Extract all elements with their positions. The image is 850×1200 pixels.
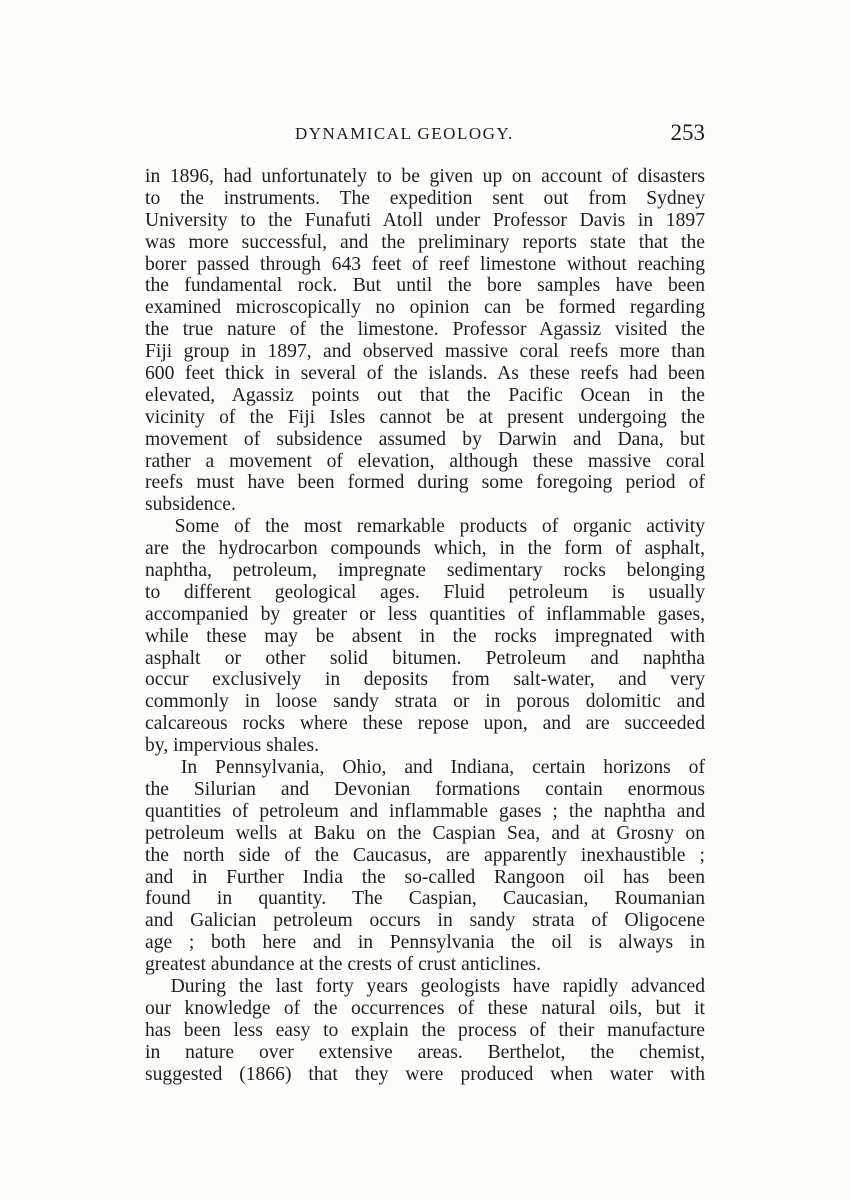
- text-line: commonly in loose sandy strata or in porous dolomitic and: [145, 691, 705, 713]
- text-line: subsidence.: [145, 494, 236, 516]
- text-line: and in Further India the so-called Rangoon oil has been: [145, 866, 705, 888]
- text-line: quantities of petroleum and inflammable gases ; the naphtha and: [145, 800, 705, 822]
- text-line: the north side of the Caucasus, are apparently inexhaustible ;: [145, 844, 705, 866]
- text-line: University to the Funafuti Atoll under Professor Davis in 1897: [145, 209, 705, 231]
- text-line: vicinity of the Fiji Isles cannot be at present undergoing the: [145, 406, 705, 428]
- text-line: accompanied by greater or less quantities of inflammable gases,: [145, 603, 705, 625]
- text-line: the true nature of the limestone. Professor Agassiz visited the: [145, 319, 705, 341]
- text-line: by, impervious shales.: [145, 735, 319, 757]
- text-line: greatest abundance at the crests of crust anticlines.: [145, 954, 542, 976]
- text-line: found in quantity. The Caspian, Caucasian, Roumanian: [145, 888, 705, 910]
- text-line: borer passed through 643 feet of reef limestone without reaching: [145, 253, 705, 275]
- running-head: [145, 120, 705, 150]
- body-text: [145, 166, 705, 1085]
- text-line: In Pennsylvania, Ohio, and Indiana, certain horizons of: [145, 757, 705, 779]
- text-line: and Galician petroleum occurs in sandy strata of Oligocene: [145, 910, 705, 932]
- text-line: naphtha, petroleum, impregnate sedimentary rocks belonging: [145, 560, 705, 582]
- text-line: calcareous rocks where these repose upon, and are succeeded: [145, 713, 705, 735]
- text-line: occur exclusively in deposits from salt-water, and very: [145, 669, 705, 691]
- text-line: movement of subsidence assumed by Darwin and Dana, but: [145, 428, 705, 450]
- text-line: to different geological ages. Fluid petroleum is usually: [145, 581, 705, 603]
- text-line: are the hydrocarbon compounds which, in the form of asphalt,: [145, 538, 705, 560]
- text-line: suggested (1866) that they were produced when water with: [145, 1063, 705, 1085]
- text-line: our knowledge of the occurrences of these natural oils, but it: [145, 997, 705, 1019]
- text-line: the fundamental rock. But until the bore samples have been: [145, 275, 705, 297]
- text-line: to the instruments. The expedition sent out from Sydney: [145, 187, 705, 209]
- text-line: reefs must have been formed during some foregoing period of: [145, 472, 705, 494]
- running-title: DYNAMICAL GEOLOGY.: [295, 124, 514, 143]
- text-line: the Silurian and Devonian formations contain enormous: [145, 778, 705, 800]
- text-line: while these may be absent in the rocks impregnated with: [145, 625, 705, 647]
- page-number: 253: [670, 120, 705, 145]
- text-line: elevated, Agassiz points out that the Pacific Ocean in the: [145, 384, 705, 406]
- text-line: Some of the most remarkable products of organic activity: [145, 516, 705, 538]
- text-line: 600 feet thick in several of the islands. As these reefs had been: [145, 363, 705, 385]
- text-line: examined microscopically no opinion can be formed regarding: [145, 297, 705, 319]
- text-line: has been less easy to explain the process of their manufacture: [145, 1019, 705, 1041]
- text-line: rather a movement of elevation, although these massive coral: [145, 450, 705, 472]
- text-line: in 1896, had unfortunately to be given up on account of disasters: [145, 166, 705, 187]
- text-line: asphalt or other solid bitumen. Petroleum and naphtha: [145, 647, 705, 669]
- text-line: age ; both here and in Pennsylvania the oil is always in: [145, 932, 705, 954]
- text-line: was more successful, and the preliminary reports state that the: [145, 231, 705, 253]
- text-line: in nature over extensive areas. Berthelot, the chemist,: [145, 1041, 705, 1063]
- text-line: petroleum wells at Baku on the Caspian Sea, and at Grosny on: [145, 822, 705, 844]
- text-line: Fiji group in 1897, and observed massive coral reefs more than: [145, 341, 705, 363]
- text-line: During the last forty years geologists have rapidly advanced: [145, 975, 705, 997]
